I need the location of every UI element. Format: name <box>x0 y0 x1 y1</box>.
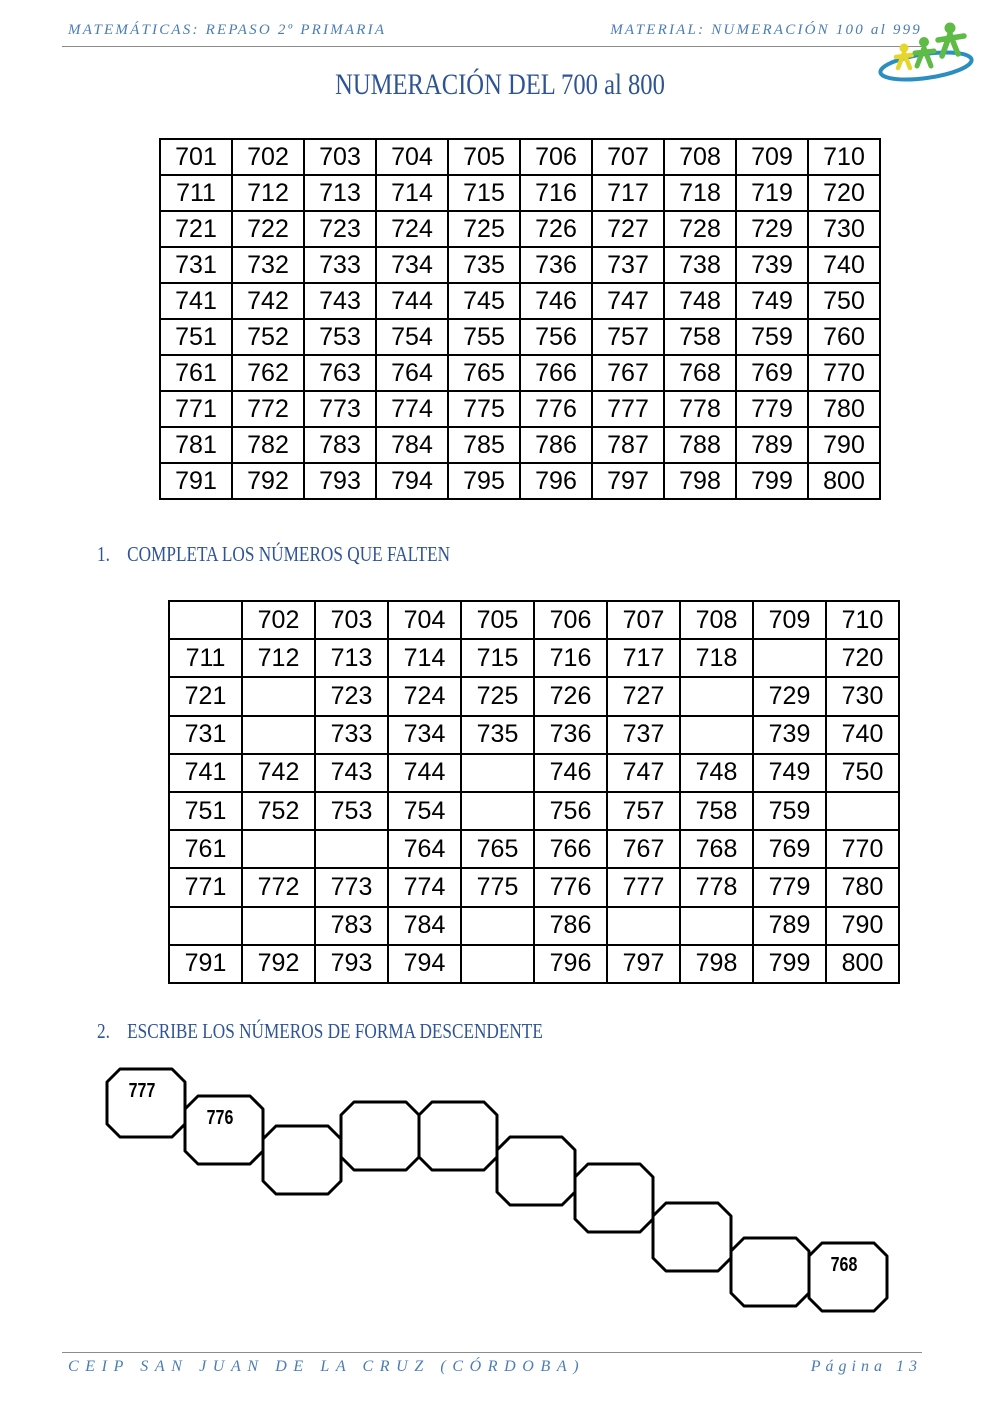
number-cell: 717 <box>607 639 680 677</box>
number-cell: 736 <box>534 716 607 754</box>
number-cell: 707 <box>607 601 680 639</box>
number-cell: 758 <box>680 792 753 830</box>
number-cell: 740 <box>808 247 880 283</box>
number-cell: 799 <box>736 463 808 499</box>
number-cell: 769 <box>736 355 808 391</box>
number-cell: 753 <box>315 792 388 830</box>
number-cell: 714 <box>376 175 448 211</box>
number-cell: 800 <box>808 463 880 499</box>
number-cell: 708 <box>680 601 753 639</box>
number-cell: 749 <box>753 754 826 792</box>
exercise-1-title: 1. COMPLETA LOS NÚMEROS QUE FALTEN <box>97 542 451 566</box>
number-cell: 702 <box>232 139 304 175</box>
number-cell: 787 <box>592 427 664 463</box>
number-cell: 706 <box>520 139 592 175</box>
blank-cell[interactable] <box>680 677 753 715</box>
table-row <box>169 830 899 868</box>
number-cell: 724 <box>388 677 461 715</box>
number-cell: 707 <box>592 139 664 175</box>
number-cell: 792 <box>242 945 315 983</box>
number-cell: 743 <box>304 283 376 319</box>
blank-cell[interactable] <box>461 945 534 983</box>
number-cell: 729 <box>753 677 826 715</box>
table-row <box>169 792 899 830</box>
number-cell: 763 <box>304 355 376 391</box>
number-cell: 742 <box>242 754 315 792</box>
table-row <box>169 716 899 754</box>
number-cell: 747 <box>607 754 680 792</box>
number-cell: 791 <box>169 945 242 983</box>
number-cell: 726 <box>534 677 607 715</box>
number-cell: 723 <box>315 677 388 715</box>
number-cell: 708 <box>664 139 736 175</box>
number-cell: 750 <box>826 754 899 792</box>
table-row <box>169 677 899 715</box>
header-left: MATEMÁTICAS: REPASO 2º PRIMARIA <box>68 22 387 38</box>
number-cell: 748 <box>664 283 736 319</box>
number-cell: 721 <box>169 677 242 715</box>
number-cell: 704 <box>388 601 461 639</box>
number-cell: 738 <box>664 247 736 283</box>
number-cell: 745 <box>448 283 520 319</box>
number-cell: 759 <box>753 792 826 830</box>
footer-rule <box>62 1352 922 1353</box>
number-cell: 761 <box>169 830 242 868</box>
table-row <box>160 391 880 427</box>
number-cell: 790 <box>826 907 899 945</box>
number-cell: 720 <box>808 175 880 211</box>
table-row <box>169 907 899 945</box>
number-cell: 768 <box>664 355 736 391</box>
footer-page-number: Página 13 <box>810 1358 922 1375</box>
number-cell: 798 <box>664 463 736 499</box>
table-row <box>169 754 899 792</box>
number-cell: 765 <box>448 355 520 391</box>
number-cell: 713 <box>304 175 376 211</box>
number-cell: 702 <box>242 601 315 639</box>
table-row <box>169 639 899 677</box>
number-cell: 737 <box>607 716 680 754</box>
blank-cell[interactable] <box>461 792 534 830</box>
number-cell: 794 <box>388 945 461 983</box>
number-cell: 709 <box>753 601 826 639</box>
number-cell: 712 <box>242 639 315 677</box>
number-cell: 766 <box>520 355 592 391</box>
number-cell: 780 <box>826 868 899 906</box>
blank-cell[interactable] <box>242 677 315 715</box>
number-cell: 752 <box>232 319 304 355</box>
number-cell: 714 <box>388 639 461 677</box>
blank-cell[interactable] <box>169 907 242 945</box>
number-cell: 797 <box>607 945 680 983</box>
blank-cell[interactable] <box>826 792 899 830</box>
number-cell: 764 <box>376 355 448 391</box>
number-cell: 776 <box>520 391 592 427</box>
number-cell: 783 <box>315 907 388 945</box>
number-cell: 798 <box>680 945 753 983</box>
number-cell: 779 <box>736 391 808 427</box>
number-cell: 715 <box>461 639 534 677</box>
blank-cell[interactable] <box>242 830 315 868</box>
number-cell: 724 <box>376 211 448 247</box>
blank-cell[interactable] <box>242 716 315 754</box>
footer-school: CEIP SAN JUAN DE LA CRUZ (CÓRDOBA) <box>68 1358 586 1375</box>
octagon-box[interactable] <box>341 1102 419 1170</box>
number-cell: 718 <box>680 639 753 677</box>
number-cell: 719 <box>736 175 808 211</box>
number-cell: 717 <box>592 175 664 211</box>
octagon-box[interactable] <box>731 1238 809 1306</box>
number-cell: 727 <box>592 211 664 247</box>
number-cell: 771 <box>169 868 242 906</box>
number-cell: 734 <box>376 247 448 283</box>
number-cell: 710 <box>826 601 899 639</box>
number-cell: 764 <box>388 830 461 868</box>
octagon-box[interactable] <box>653 1203 731 1271</box>
number-cell: 779 <box>753 868 826 906</box>
number-cell: 800 <box>826 945 899 983</box>
number-cell: 754 <box>376 319 448 355</box>
number-cell: 712 <box>232 175 304 211</box>
blank-cell[interactable] <box>753 639 826 677</box>
number-cell: 725 <box>448 211 520 247</box>
number-cell: 736 <box>520 247 592 283</box>
number-table-700-800 <box>159 138 881 500</box>
number-cell: 766 <box>534 830 607 868</box>
number-cell: 772 <box>242 868 315 906</box>
descending-octagon-chain <box>100 1060 890 1320</box>
number-cell: 771 <box>160 391 232 427</box>
table-row <box>160 319 880 355</box>
number-cell: 723 <box>304 211 376 247</box>
number-cell: 768 <box>680 830 753 868</box>
number-cell: 739 <box>736 247 808 283</box>
blank-cell[interactable] <box>680 907 753 945</box>
number-cell: 795 <box>448 463 520 499</box>
number-cell: 730 <box>808 211 880 247</box>
exercise-2-title: 2. ESCRIBE LOS NÚMEROS DE FORMA DESCENDENTE <box>97 1019 543 1043</box>
number-cell: 701 <box>160 139 232 175</box>
number-cell: 753 <box>304 319 376 355</box>
number-cell: 796 <box>534 945 607 983</box>
number-cell: 727 <box>607 677 680 715</box>
number-cell: 765 <box>461 830 534 868</box>
number-cell: 711 <box>160 175 232 211</box>
table-row <box>160 211 880 247</box>
number-cell: 732 <box>232 247 304 283</box>
table-row <box>160 355 880 391</box>
blank-cell[interactable] <box>315 830 388 868</box>
number-cell: 703 <box>315 601 388 639</box>
number-cell: 703 <box>304 139 376 175</box>
number-cell: 781 <box>160 427 232 463</box>
octagon-box[interactable] <box>575 1164 653 1232</box>
number-cell: 792 <box>232 463 304 499</box>
number-cell: 704 <box>376 139 448 175</box>
number-cell: 774 <box>376 391 448 427</box>
blank-cell[interactable] <box>242 907 315 945</box>
number-cell: 784 <box>388 907 461 945</box>
number-cell: 730 <box>826 677 899 715</box>
number-cell: 746 <box>534 754 607 792</box>
number-cell: 705 <box>461 601 534 639</box>
number-cell: 747 <box>592 283 664 319</box>
number-cell: 756 <box>534 792 607 830</box>
number-cell: 788 <box>664 427 736 463</box>
number-cell: 767 <box>607 830 680 868</box>
number-cell: 776 <box>534 868 607 906</box>
fill-in-number-table <box>168 600 900 984</box>
table-row <box>160 175 880 211</box>
number-cell: 789 <box>736 427 808 463</box>
number-cell: 731 <box>160 247 232 283</box>
number-cell: 773 <box>304 391 376 427</box>
table-row <box>160 139 880 175</box>
number-cell: 782 <box>232 427 304 463</box>
number-cell: 797 <box>592 463 664 499</box>
number-cell: 739 <box>753 716 826 754</box>
number-cell: 733 <box>304 247 376 283</box>
table-row <box>160 427 880 463</box>
blank-cell[interactable] <box>461 754 534 792</box>
octagon-box[interactable] <box>497 1137 575 1205</box>
number-cell: 785 <box>448 427 520 463</box>
blank-cell[interactable] <box>680 716 753 754</box>
number-cell: 752 <box>242 792 315 830</box>
blank-cell[interactable] <box>169 601 242 639</box>
number-cell: 778 <box>680 868 753 906</box>
number-cell: 796 <box>520 463 592 499</box>
number-cell: 716 <box>534 639 607 677</box>
number-cell: 744 <box>388 754 461 792</box>
number-cell: 757 <box>607 792 680 830</box>
number-cell: 770 <box>826 830 899 868</box>
number-cell: 783 <box>304 427 376 463</box>
number-cell: 769 <box>753 830 826 868</box>
number-cell: 715 <box>448 175 520 211</box>
number-cell: 735 <box>461 716 534 754</box>
number-cell: 726 <box>520 211 592 247</box>
number-cell: 744 <box>376 283 448 319</box>
number-cell: 710 <box>808 139 880 175</box>
number-cell: 750 <box>808 283 880 319</box>
number-cell: 713 <box>315 639 388 677</box>
number-cell: 772 <box>232 391 304 427</box>
number-cell: 755 <box>448 319 520 355</box>
number-cell: 786 <box>520 427 592 463</box>
octagon-box[interactable] <box>263 1126 341 1194</box>
number-cell: 729 <box>736 211 808 247</box>
number-cell: 705 <box>448 139 520 175</box>
number-cell: 731 <box>169 716 242 754</box>
number-cell: 742 <box>232 283 304 319</box>
number-cell: 777 <box>607 868 680 906</box>
number-cell: 720 <box>826 639 899 677</box>
number-cell: 760 <box>808 319 880 355</box>
number-cell: 770 <box>808 355 880 391</box>
header-rule <box>62 46 922 47</box>
number-cell: 711 <box>169 639 242 677</box>
number-cell: 741 <box>160 283 232 319</box>
number-cell: 767 <box>592 355 664 391</box>
number-cell: 775 <box>461 868 534 906</box>
number-cell: 761 <box>160 355 232 391</box>
number-cell: 740 <box>826 716 899 754</box>
table-row <box>169 601 899 639</box>
number-cell: 774 <box>388 868 461 906</box>
number-cell: 793 <box>315 945 388 983</box>
number-cell: 746 <box>520 283 592 319</box>
number-cell: 793 <box>304 463 376 499</box>
number-cell: 706 <box>534 601 607 639</box>
table-row <box>160 463 880 499</box>
number-cell: 790 <box>808 427 880 463</box>
number-cell: 758 <box>664 319 736 355</box>
number-cell: 709 <box>736 139 808 175</box>
number-cell: 735 <box>448 247 520 283</box>
octagon-number: 776 <box>206 1106 234 1129</box>
blank-cell[interactable] <box>607 907 680 945</box>
number-cell: 757 <box>592 319 664 355</box>
table-row <box>160 247 880 283</box>
header-right: MATERIAL: NUMERACIÓN 100 al 999 <box>610 22 922 38</box>
table-row <box>169 945 899 983</box>
number-cell: 716 <box>520 175 592 211</box>
number-cell: 751 <box>160 319 232 355</box>
number-cell: 751 <box>169 792 242 830</box>
number-cell: 773 <box>315 868 388 906</box>
octagon-number: 777 <box>128 1079 156 1102</box>
number-cell: 721 <box>160 211 232 247</box>
number-cell: 756 <box>520 319 592 355</box>
page-title: NUMERACIÓN DEL 700 al 800 <box>335 68 665 101</box>
number-cell: 794 <box>376 463 448 499</box>
number-cell: 749 <box>736 283 808 319</box>
number-cell: 733 <box>315 716 388 754</box>
octagon-box[interactable] <box>419 1102 497 1170</box>
number-cell: 734 <box>388 716 461 754</box>
number-cell: 762 <box>232 355 304 391</box>
number-cell: 759 <box>736 319 808 355</box>
table-row <box>169 868 899 906</box>
number-cell: 780 <box>808 391 880 427</box>
number-cell: 737 <box>592 247 664 283</box>
number-cell: 718 <box>664 175 736 211</box>
number-cell: 789 <box>753 907 826 945</box>
table-row <box>160 283 880 319</box>
number-cell: 775 <box>448 391 520 427</box>
blank-cell[interactable] <box>461 907 534 945</box>
octagon-number: 768 <box>830 1253 858 1276</box>
number-cell: 784 <box>376 427 448 463</box>
number-cell: 743 <box>315 754 388 792</box>
number-cell: 786 <box>534 907 607 945</box>
number-cell: 748 <box>680 754 753 792</box>
number-cell: 799 <box>753 945 826 983</box>
number-cell: 778 <box>664 391 736 427</box>
number-cell: 722 <box>232 211 304 247</box>
number-cell: 728 <box>664 211 736 247</box>
number-cell: 725 <box>461 677 534 715</box>
number-cell: 777 <box>592 391 664 427</box>
number-cell: 791 <box>160 463 232 499</box>
number-cell: 754 <box>388 792 461 830</box>
number-cell: 741 <box>169 754 242 792</box>
